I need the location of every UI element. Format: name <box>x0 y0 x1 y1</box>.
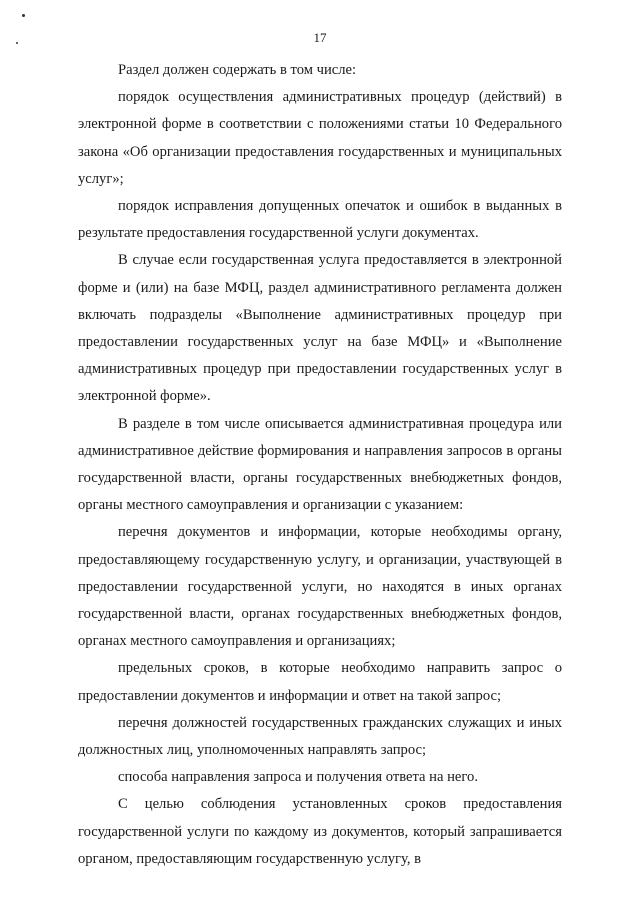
paragraph: С целью соблюдения установленных сроков предоставления государственной услуги по каждому из документов, который запрашивается органом, предоставляющим государственную услугу, в <box>78 796 562 867</box>
paragraph: перечня документов и информации, которые необходимы органу, предоставляющему государственную услугу, и организации, участвующей в предоставлении государственной услуги, но находятся в иных органах государственной власти, органах государственных внебюджетных фондов, органах местного самоуправления и организациях; <box>78 524 562 650</box>
paragraph: В разделе в том числе описывается административная процедура или административное действие формирования и направления запросов в органы государственной власти, органы государственных внебюджетных фондов, органы местного самоуправления и организации с указанием: <box>78 415 562 514</box>
paragraph: порядок осуществления административных процедур (действий) в электронной форме в соответствии с положениями статьи 10 Федерального закона «Об организации предоставления государственных и муниципальных услуг»; <box>78 89 562 187</box>
body-text <box>78 57 562 873</box>
paragraph: В случае если государственная услуга предоставляется в электронной форме и (или) на базе МФЦ, раздел административного регламента должен включать подразделы «Выполнение административных процедур при предоставлении государственных услуг на базе МФЦ» и «Выполнение административных процедур при предоставлении государственных услуг в электронной форме». <box>78 252 562 405</box>
scan-speck <box>22 14 25 17</box>
paragraph: способа направления запроса и получения ответа на него. <box>118 769 478 786</box>
paragraph: Раздел должен содержать в том числе: <box>118 62 357 78</box>
paragraph: предельных сроков, в которые необходимо направить запрос о предоставлении документов и информации и ответ на такой запрос; <box>78 660 562 704</box>
page-number: 17 <box>313 30 327 45</box>
paragraph: перечня должностей государственных гражданских служащих и иных должностных лиц, уполномоченных направлять запрос; <box>78 714 562 759</box>
paragraph: порядок исправления допущенных опечаток и ошибок в выданных в результате предоставления государственной услуги документах. <box>78 198 562 242</box>
